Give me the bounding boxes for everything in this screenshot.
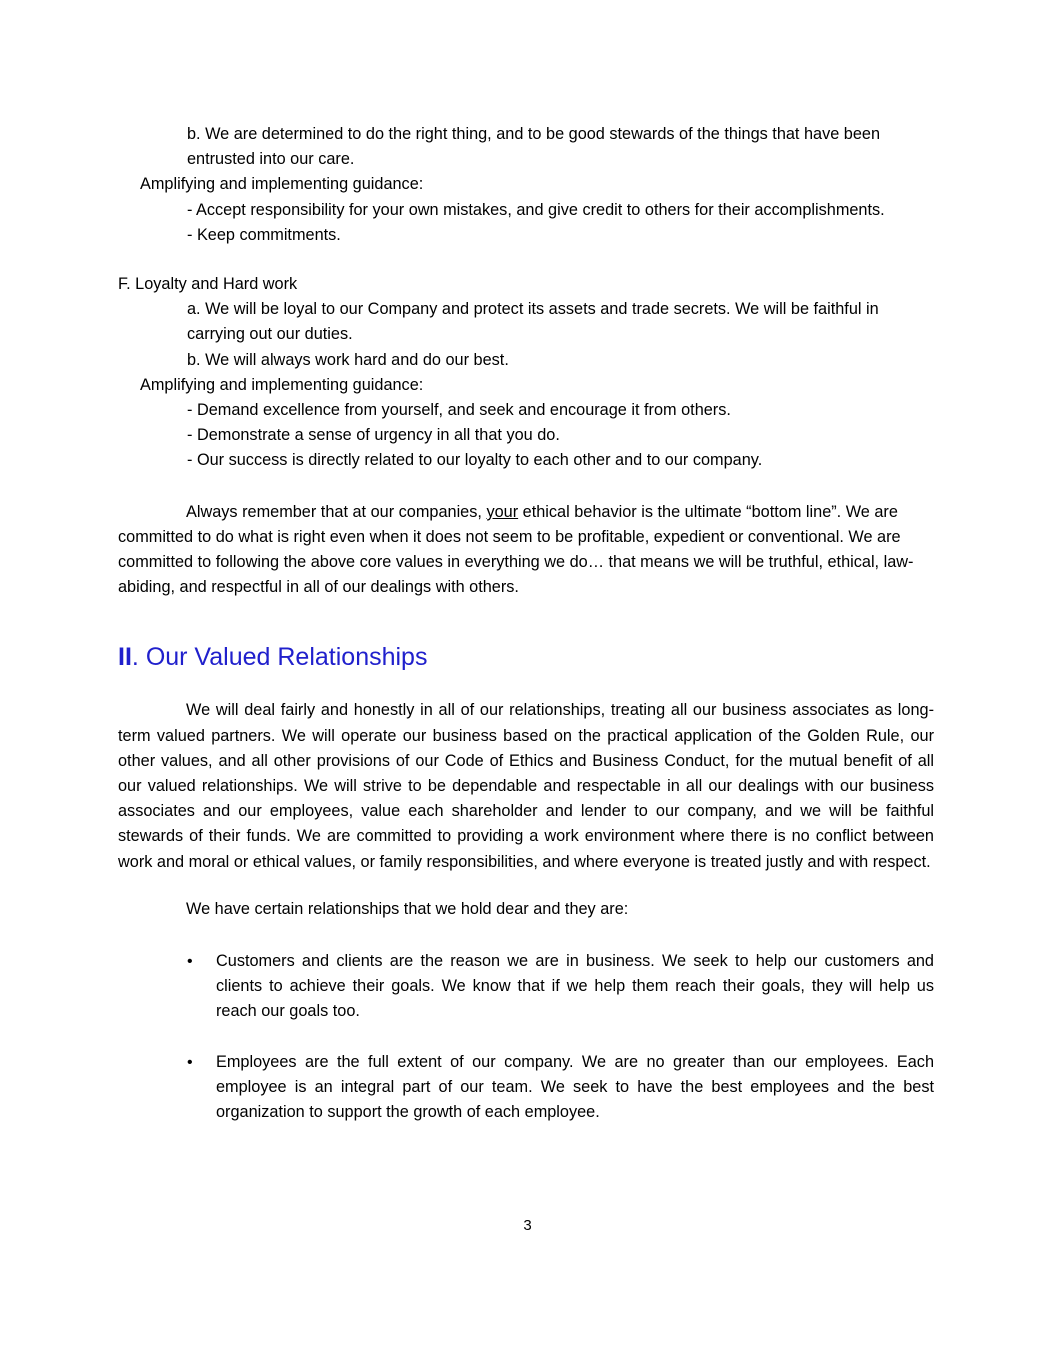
section-f-guidance-item-1: - Demand excellence from yourself, and seek and encourage it from others. bbox=[187, 401, 731, 420]
spacer bbox=[118, 248, 934, 272]
section-e-item-b: b. We are determined to do the right thing, and to be good stewards of the things that have been entrusted into our care. bbox=[187, 125, 881, 169]
section-f-guidance-label: Amplifying and implementing guidance: bbox=[140, 375, 424, 394]
spacer bbox=[118, 600, 934, 642]
closing-paragraph bbox=[118, 500, 934, 601]
list-item bbox=[187, 1050, 934, 1126]
relationships-list bbox=[118, 949, 934, 1125]
list-item-text: Employees are the full extent of our company. We are no greater than our employees. Each employee is an integral part of our team. We seek to have the best employees and the best organization to support the growth of each employee. bbox=[216, 1052, 934, 1122]
list-item bbox=[187, 949, 934, 1025]
page-number: 3 bbox=[523, 1217, 532, 1234]
bullet-icon: • bbox=[187, 953, 193, 971]
closing-paragraph-emphasis: your bbox=[486, 502, 519, 521]
spacer bbox=[118, 875, 934, 897]
closing-paragraph-part-2: ethical behavior is the ultimate “bottom line”. We are committed to do what is right even when it does not seem to be profitable, expedient or conventional. We are committed to following the above core values in everything we do… that means we will be truthful, ethical, law-abiding, and respectful in all of our dealings with others. bbox=[118, 502, 914, 597]
spacer bbox=[118, 474, 934, 500]
section-title: Our Valued Relationships bbox=[145, 643, 428, 672]
section-e-guidance-item-1: - Accept responsibility for your own mistakes, and give credit to others for their accomplishments. bbox=[187, 200, 885, 219]
section-e-guidance-item-2: - Keep commitments. bbox=[187, 225, 341, 244]
page-title bbox=[118, 642, 934, 672]
section-e-guidance-label: Amplifying and implementing guidance: bbox=[140, 175, 424, 194]
spacer bbox=[118, 922, 934, 949]
section-f-guidance-item-3: - Our success is directly related to our loyalty to each other and to our company. bbox=[187, 451, 763, 470]
section-f-item-a: a. We will be loyal to our Company and protect its assets and trade secrets. We will be faithful in carrying out our duties. bbox=[187, 300, 879, 344]
section-f-guidance-item-2: - Demonstrate a sense of urgency in all that you do. bbox=[187, 426, 560, 445]
document-body bbox=[118, 122, 934, 1125]
list-item-text: Customers and clients are the reason we are in business. We seek to help our customers and clients to achieve their goals. We know that if we help them reach their goals, they will help us reach our goals too. bbox=[216, 952, 934, 1021]
section-ii-lead-in: We have certain relationships that we hold dear and they are: bbox=[186, 899, 629, 918]
spacer bbox=[118, 1025, 934, 1050]
section-separator: . bbox=[131, 643, 146, 672]
closing-paragraph-part-1: Always remember that at our companies, bbox=[186, 502, 487, 521]
section-f-title: F. Loyalty and Hard work bbox=[118, 275, 298, 294]
section-ii-intro-paragraph: We will deal fairly and honestly in all of our relationships, treating all our business associates as long-term valued partners. We will operate our business based on the practical application of the Golden Rule, our other values, and all other provisions of our Code of Ethics and Business Conduct, for the mutual benefit of all our valued relationships. We will strive to be dependable and respectable in all our dealings with our business associates and our employees, value each shareholder and lender to our company, and we will be faithful stewards of their funds. We are committed to providing a work environment where there is no conflict between work and moral or ethical values, or family responsibilities, and where everyone is treated justly and with respect. bbox=[118, 701, 934, 871]
spacer bbox=[118, 672, 934, 698]
section-numeral: II bbox=[118, 643, 132, 672]
section-f-item-b: b. We will always work hard and do our best. bbox=[187, 350, 509, 369]
bullet-icon: • bbox=[187, 1053, 193, 1071]
